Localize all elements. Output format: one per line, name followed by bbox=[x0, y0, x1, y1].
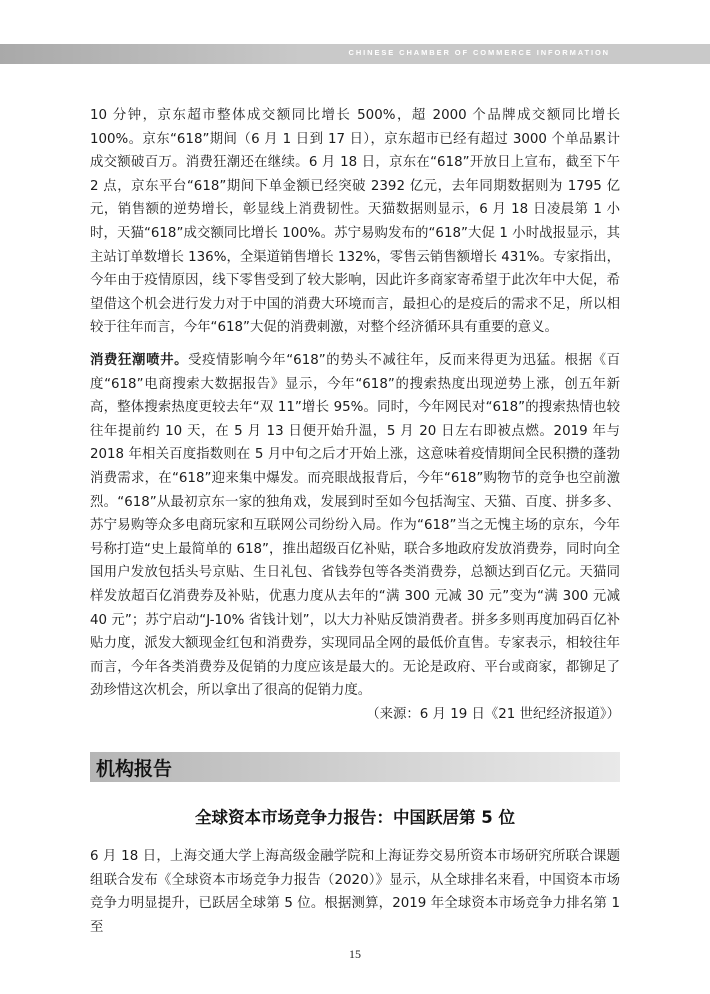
header-band bbox=[0, 44, 710, 64]
body-paragraph-2 bbox=[90, 349, 620, 727]
paragraph-lead-phrase: 消费狂潮喷井。 bbox=[90, 353, 189, 368]
body-paragraph-1: 10 分钟，京东超市整体成交额同比增长 500%，超 2000 个品牌成交额同比增长 100%。京东“618”期间（6 月 1 日到 17 日），京东超市已经有超过 3000 个单品累计成交额破百万。消费狂潮还在继续。6 月 18 日，京东在“618”开放日上宣布，截至下午 2 点，京东平台“618”期间下单金额已经突破 2392 亿元，去年同期数据则为 1795 亿元，销售额的逆势增长，彰显线上消费韧性。天猫数据则显示，6 月 18 日凌晨第 1 小时，天猫“618”成交额同比增长 100%。苏宁易购发布的“618”大促 1 小时战报显示，其主站订单数增长 136%，全渠道销售增长 132%，零售云销售额增长 431%。专家指出，今年由于疫情原因，线下零售受到了较大影响，因此许多商家寄希望于此次年中大促，希望借这个机会进行发力对于中国的消费大环境而言，最担心的是疫后的需求不足，所以相较于往年而言，今年“618”大促的消费刺激，对整个经济循环具有重要的意义。 bbox=[90, 108, 620, 336]
section-header-bar bbox=[90, 752, 620, 782]
body-paragraph-3: 6 月 18 日，上海交通大学上海高级金融学院和上海证券交易所资本市场研究所联合课题组联合发布《全球资本市场竞争力报告（2020）》显示，从全球排名来看，中国资本市场竞争力明显提升，已跃居全球第 5 位。根据测算，2019 年全球资本市场竞争力排名第 1 至 bbox=[90, 849, 620, 935]
article-title: 全球资本市场竞争力报告：中国跃居第 5 位 bbox=[195, 808, 515, 827]
section-title: 机构报告 bbox=[96, 758, 173, 780]
page-number: 15 bbox=[349, 947, 361, 961]
source-citation: （来源：6 月 19 日《21 世纪经济报道》） bbox=[366, 706, 620, 722]
paragraph-2-text: 受疫情影响今年“618”的势头不减往年，反而来得更为迅猛。根据《百度“618”电商搜索大数据报告》显示，今年“618”的搜索热度出现逆势上涨，创五年新高，整体搜索热度更较去年“双 11”增长 95%。同时，今年网民对“618”的搜索热情也较往年提前约 10 天，在 5 月 13 日便开始升温，5 月 20 日左右即被点燃。2019 年与 2018 年相关百度指数则在 5 月中旬之后才开始上涨，这意味着疫情期间全民积攒的蓬勃消费需求，在“618”迎来集中爆发。而亮眼战报背后，今年“618”购物节的竞争也空前激烈。“618”从最初京东一家的独角戏，发展到时至如今包括淘宝、天猫、百度、拼多多、苏宁易购等众多电商玩家和互联网公司纷纷入局。作为“618”当之无愧主场的京东，今年号称打造“史上最简单的 618”，推出超级百亿补贴，联合多地政府发放消费券，同时向全国用户发放包括头号京贴、生日礼包、省钱券包等各类消费券，总额达到百亿元。天猫同样发放超百亿消费券及补贴，优惠力度从去年的“满 300 元减 30 元”变为“满 300 元减 40 元”；苏宁启动“J-10% 省钱计划”，以大力补贴反馈消费者。拼多多则再度加码百亿补贴力度，派发大额现金红包和消费券，实现同品全网的最低价直售。专家表示，相较往年而言，今年各类消费券及促销的力度应该是最大的。无论是政府、平台或商家，都铆足了劲珍惜这次机会，所以拿出了很高的促销力度。 bbox=[90, 353, 621, 699]
header-gradient-bar bbox=[0, 44, 300, 64]
running-header-title: CHINESE CHAMBER OF COMMERCE INFORMATION bbox=[348, 48, 610, 57]
